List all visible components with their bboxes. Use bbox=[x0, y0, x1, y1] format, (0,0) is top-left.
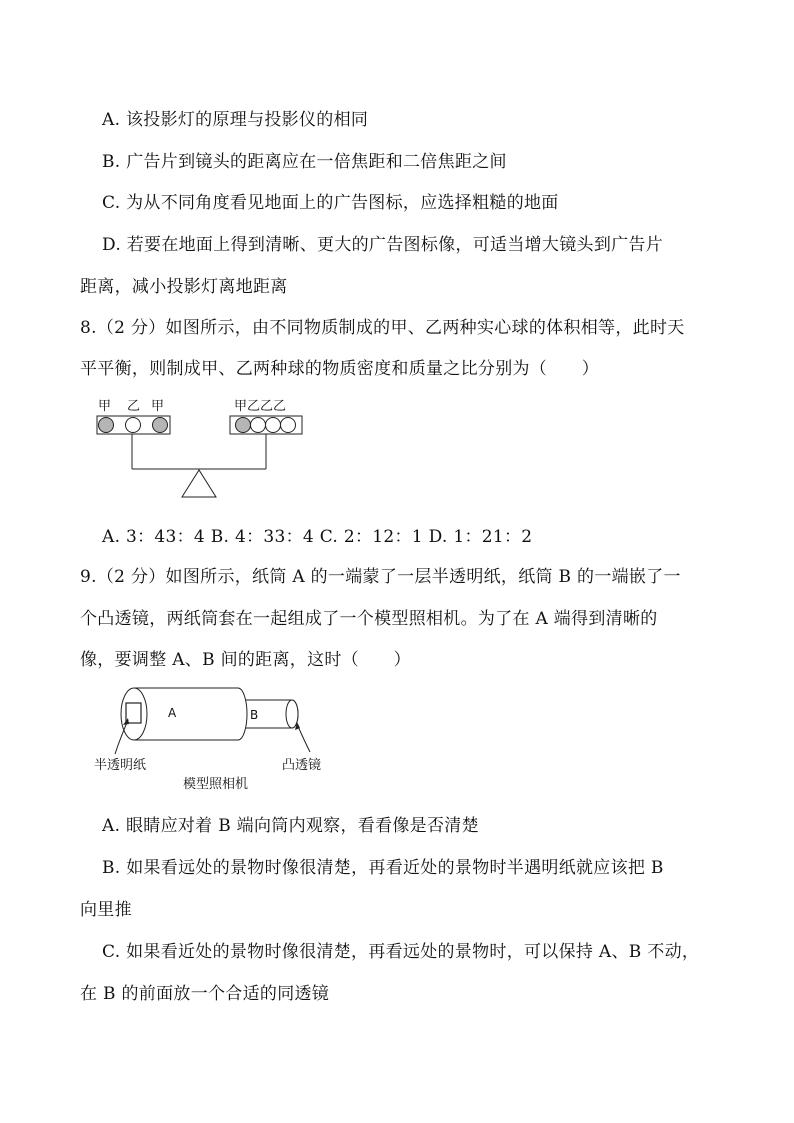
q9-option-b-line1: B. 如果看远处的景物时像很清楚，再看近处的景物时半遇明纸就应该把 B bbox=[102, 858, 664, 878]
ball-yi-right3 bbox=[281, 418, 296, 433]
q9-option-b-line2: 向里推 bbox=[80, 900, 132, 920]
q9-stem-line1: 9.（2 分）如图所示，纸筒 A 的一端蒙了一层半透明纸，纸筒 B 的一端嵌了一 bbox=[80, 567, 681, 587]
left-label-3: 甲 bbox=[151, 399, 165, 414]
q8-options: A. 3：43：4 B. 4：33：4 C. 2：12：1 D. 1：21：2 bbox=[102, 527, 533, 547]
left-label-1: 甲 bbox=[98, 399, 112, 414]
ball-jia-left1 bbox=[99, 418, 114, 433]
q9-stem-line2: 个凸透镜，两纸筒套在一起组成了一个模型照相机。为了在 A 端得到清晰的 bbox=[80, 609, 658, 629]
q7-option-a: A. 该投影灯的原理与投影仪的相同 bbox=[102, 110, 369, 130]
ball-yi-right1 bbox=[251, 418, 266, 433]
balance-figure bbox=[94, 396, 310, 500]
figure-caption: 模型照相机 bbox=[183, 777, 249, 792]
tube-a bbox=[134, 688, 247, 740]
q9-stem-line3: 像，要调整 A、B 间的距离，这时（ ） bbox=[80, 650, 411, 670]
label-lens: 凸透镜 bbox=[282, 758, 322, 773]
label-a: A bbox=[168, 706, 177, 720]
q9-option-a: A. 眼睛应对着 B 端向筒内观察，看看像是否清楚 bbox=[102, 816, 479, 836]
q9-option-c-line1: C. 如果看近处的景物时像很清楚，再看远处的景物时，可以保持 A、B 不动， bbox=[102, 942, 700, 962]
q7-option-d-line1: D. 若要在地面上得到清晰、更大的广告图标像，可适当增大镜头到广告片 bbox=[102, 235, 664, 255]
ball-yi-right2 bbox=[266, 418, 281, 433]
ball-jia-left2 bbox=[153, 418, 168, 433]
label-paper: 半透明纸 bbox=[94, 758, 147, 773]
q9-option-c-line2: 在 B 的前面放一个合适的同透镜 bbox=[80, 984, 330, 1004]
q7-option-b: B. 广告片到镜头的距离应在一倍焦距和二倍焦距之间 bbox=[102, 152, 507, 172]
label-b: B bbox=[250, 708, 259, 722]
q7-option-c: C. 为从不同角度看见地面上的广告图标，应选择粗糙的地面 bbox=[102, 193, 559, 213]
fulcrum bbox=[182, 470, 216, 497]
right-label: 甲乙乙乙 bbox=[234, 399, 287, 414]
q8-stem-line1: 8.（2 分）如图所示，由不同物质制成的甲、乙两种实心球的体积相等，此时天 bbox=[80, 318, 685, 338]
paper-pointer bbox=[115, 720, 128, 754]
convex-lens-edge bbox=[286, 700, 298, 728]
left-label-2: 乙 bbox=[127, 399, 141, 414]
camera-figure bbox=[90, 684, 340, 794]
ball-yi-left bbox=[126, 418, 141, 433]
ball-jia-right bbox=[236, 418, 251, 433]
q7-option-d-line2: 距离，减小投影灯离地距离 bbox=[80, 277, 288, 297]
q8-stem-line2: 平平衡，则制成甲、乙两种球的物质密度和质量之比分别为（ ） bbox=[80, 359, 599, 379]
